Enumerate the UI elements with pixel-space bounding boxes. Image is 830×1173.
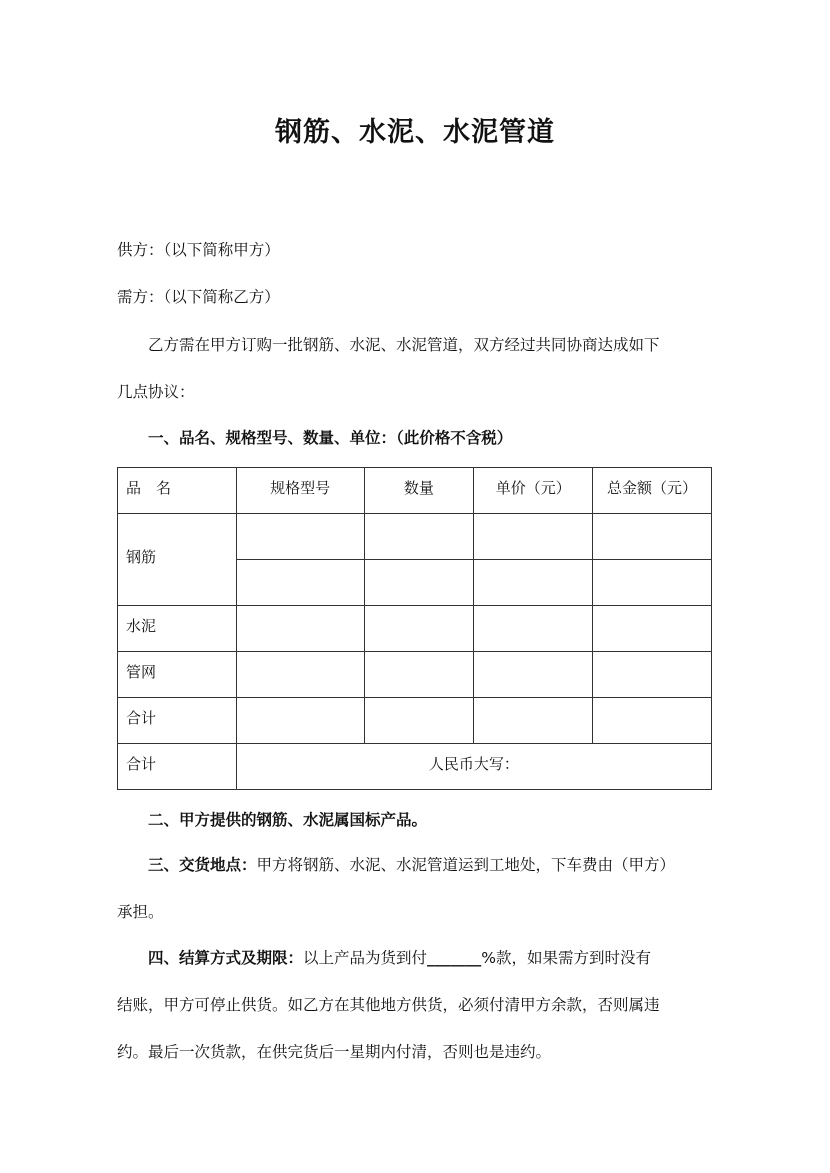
table-cell (593, 606, 712, 652)
intro-line-2: 几点协议： (117, 383, 195, 401)
row-label-cement: 水泥 (118, 606, 237, 652)
table-cell (236, 560, 364, 606)
table-row (118, 652, 712, 698)
table-cell (236, 698, 364, 744)
table-cell (236, 606, 364, 652)
table-row (118, 514, 712, 560)
header-product-name: 品 名 (118, 468, 237, 514)
row-label-total: 合计 (118, 744, 237, 790)
section-1-heading: 一、品名、规格型号、数量、单位：（此价格不含税） (148, 429, 513, 447)
intro-line-1: 乙方需在甲方订购一批钢筋、水泥、水泥管道，双方经过共同协商达成如下 (148, 336, 660, 354)
table-cell (474, 606, 593, 652)
buyer-line: 需方：（以下简称乙方） (117, 288, 280, 306)
table-cell (364, 698, 474, 744)
table-cell (474, 698, 593, 744)
row-label-pipe: 管网 (118, 652, 237, 698)
section-3-text: 甲方将钢筋、水泥、水泥管道运到工地处，下车费由（甲方） (256, 856, 676, 874)
table-cell (364, 606, 474, 652)
table-cell (474, 514, 593, 560)
section-4-line-1 (117, 947, 717, 969)
header-spec: 规格型号 (236, 468, 364, 514)
table-cell (593, 652, 712, 698)
table-cell (236, 514, 364, 560)
section-2: 二、甲方提供的钢筋、水泥属国标产品。 (148, 811, 428, 829)
section-4-text-a: 以上产品为货到付 (303, 949, 428, 967)
header-total: 总金额（元） (593, 468, 712, 514)
table-cell (593, 514, 712, 560)
table-header-row (118, 468, 712, 514)
table-row (118, 606, 712, 652)
table-cell (364, 560, 474, 606)
row-label-subtotal: 合计 (118, 698, 237, 744)
section-3-line-2: 承担。 (117, 903, 164, 921)
table-row (118, 698, 712, 744)
table-cell (474, 560, 593, 606)
section-3-line-1 (117, 854, 717, 876)
section-4-heading: 四、结算方式及期限： (148, 949, 304, 967)
rmb-uppercase-label: 人民币大写： (236, 744, 711, 790)
payment-percent-blank: _______ (427, 949, 482, 967)
table-cell (593, 560, 712, 606)
section-4-line-3: 约。最后一次货款，在供完货后一星期内付清，否则也是违约。 (117, 1043, 552, 1061)
section-4-text-b: %款，如果需方到时没有 (481, 949, 652, 967)
product-table (117, 467, 712, 790)
table-cell (236, 652, 364, 698)
table-cell (364, 514, 474, 560)
document-title: 钢筋、水泥、水泥管道 (275, 117, 555, 148)
section-3-heading: 三、交货地点： (148, 856, 257, 874)
supplier-line: 供方：（以下简称甲方） (117, 241, 280, 259)
section-4-line-2: 结账，甲方可停止供货。如乙方在其他地方供货，必须付清甲方余款，否则属违 (117, 996, 660, 1014)
table-cell (593, 698, 712, 744)
row-label-steel: 钢筋 (118, 514, 237, 606)
table-cell (364, 652, 474, 698)
table-cell (474, 652, 593, 698)
header-unit-price: 单价（元） (474, 468, 593, 514)
header-quantity: 数量 (364, 468, 474, 514)
table-total-row (118, 744, 712, 790)
